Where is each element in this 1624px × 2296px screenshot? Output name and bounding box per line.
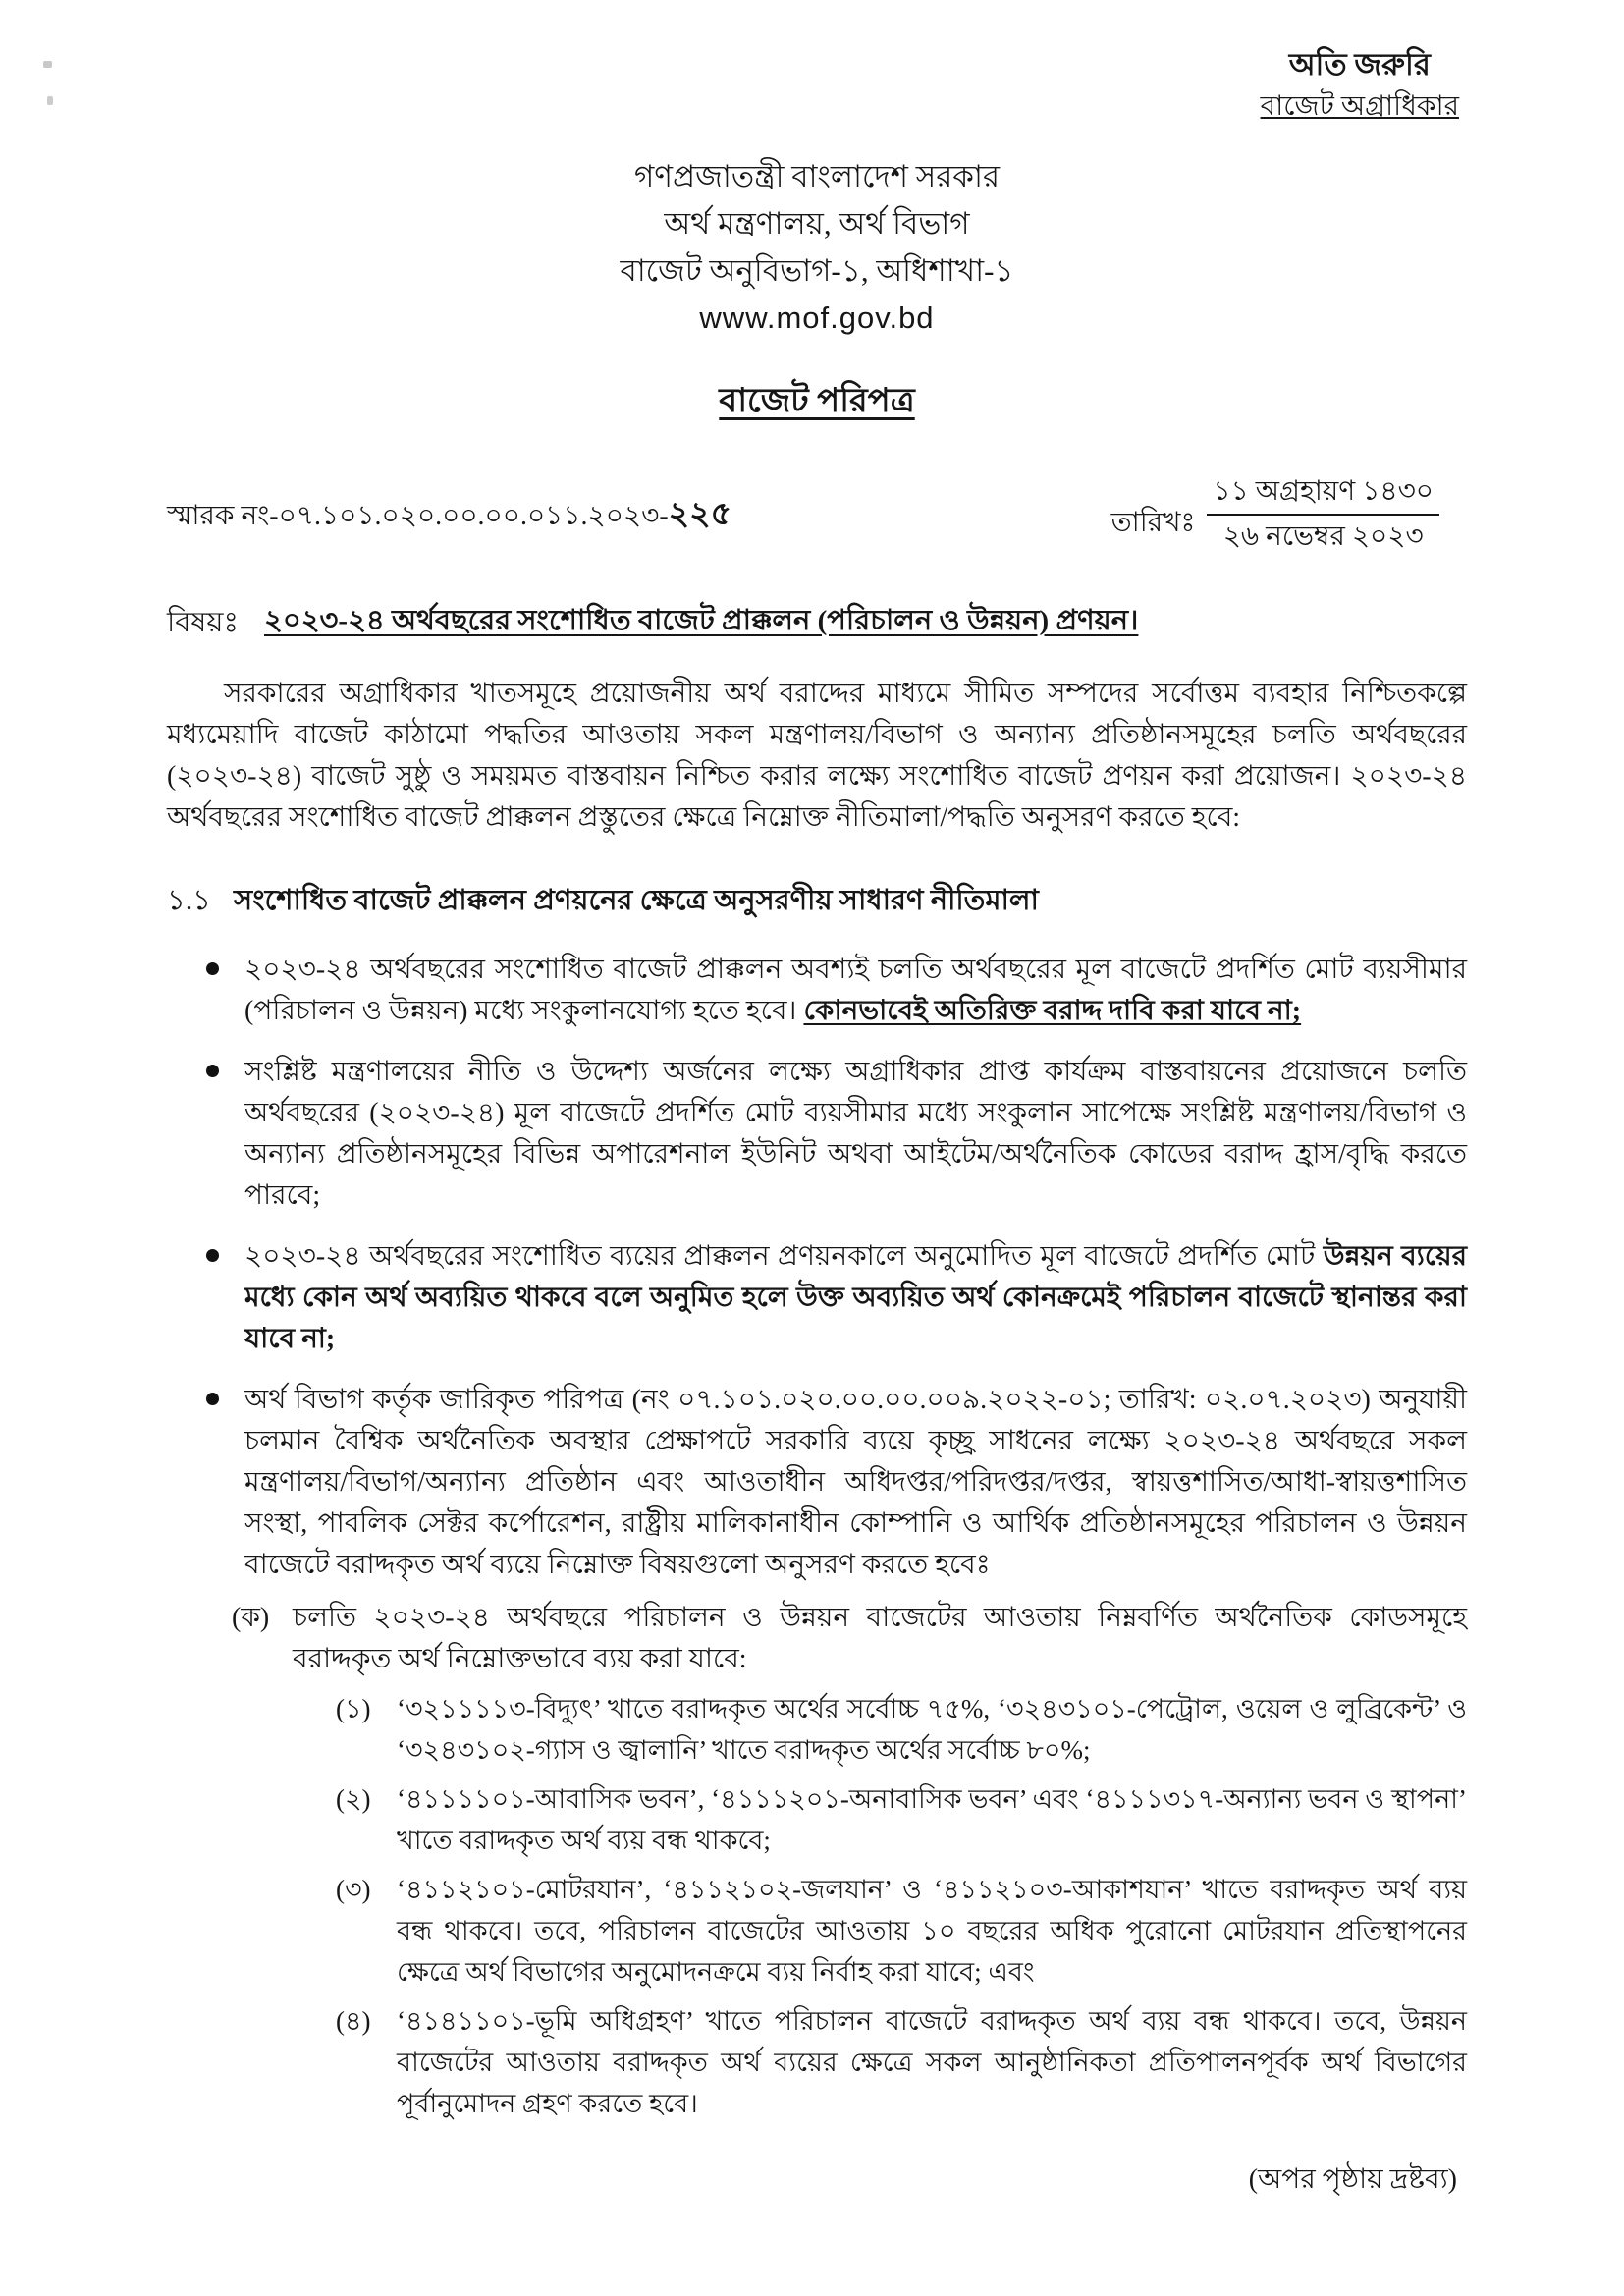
bullet-1-emphasis: কোনভাবেই অতিরিক্ত বরাদ্দ দাবি করা যাবে না; (803, 996, 1302, 1026)
urgency-block (1261, 43, 1459, 128)
list-item (336, 1869, 1467, 1993)
item-1-text: ‘৩২১১১১৩-বিদ্যুৎ’ খাতে বরাদ্দকৃত অর্থের সর্বোচ্চ ৭৫%, ‘৩২৪৩১০১-পেট্রোল, ওয়েল ও লুব্রিকেন্ট’ ও ‘৩২৪৩১০২-গ্যাস ও জ্বালানি’ খাতে বরাদ্দকৃত অর্থের সর্বোচ্চ ৮০%; (397, 1694, 1467, 1765)
sub-clause-block (232, 1598, 1467, 2124)
item-3-text: ‘৪১১২১০১-মোটরযান’, ‘৪১১২১০২-জলযান’ ও ‘৪১১২১০৩-আকাশযান’ খাতে বরাদ্দকৃত অর্থ ব্যয় বন্ধ থাকবে। তবে, পরিচালন বাজেটের আওতায় ১০ বছরের অধিক পুরোনো মোটরযান প্রতিস্থাপনের ক্ষেত্রে অর্থ বিভাগের অনুমোদনক্রমে ব্যয় নির্বাহ করা যাবে; এবং (397, 1875, 1467, 1987)
list-item (336, 1688, 1467, 1771)
memo-row (167, 472, 1467, 557)
bullet-icon (206, 1065, 219, 1077)
bullet-icon (206, 1393, 219, 1405)
date-label: তারিখঃ (1110, 507, 1196, 538)
clause-ka-text: চলতি ২০২৩-২৪ অর্থবছরে পরিচালন ও উন্নয়ন বাজেটের আওতায় নিম্নবর্ণিত অর্থনৈতিক কোডসমূহে বরাদ্দকৃত অর্থ নিম্নোক্তভাবে ব্যয় করা যাবে: (293, 1603, 1467, 1674)
section-1-1-heading (167, 878, 1467, 926)
bullet-icon (206, 1249, 219, 1262)
policy-bullet-list (167, 950, 1467, 1586)
scan-speckle (47, 96, 53, 105)
bullet-3-plain: ২০২৩-২৪ অর্থবছরের সংশোধিত ব্যয়ের প্রাক্কলন প্রণয়নকালে অনুমোদিত মূল বাজেটে প্রদর্শিত মোট (244, 1241, 1324, 1272)
date-block (1111, 472, 1439, 557)
item-3-label: (৩) (336, 1875, 371, 1904)
list-item (336, 2000, 1467, 2124)
website-url: www.mof.gov.bd (699, 301, 935, 335)
intro-paragraph: সরকারের অগ্রাধিকার খাতসমূহে প্রয়োজনীয় অর্থ বরাদ্দের মাধ্যমে সীমিত সম্পদের সর্বোত্তম ব্যবহার নিশ্চিতকল্পে মধ্যমেয়াদি বাজেট কাঠামো পদ্ধতির আওতায় সকল মন্ত্রণালয়/বিভাগ ও অন্যান্য প্রতিষ্ঠানসমূহের চলতি অর্থবছরের (২০২৩-২৪) বাজেট সুষ্ঠু ও সময়মত বাস্তবায়ন নিশ্চিত করার লক্ষ্যে সংশোধিত বাজেট প্রণয়ন করা প্রয়োজন। ২০২৩-২৪ অর্থবছরের সংশোধিত বাজেট প্রাক্কলন প্রস্তুতের ক্ষেত্রে নিম্নোক্ত নীতিমালা/পদ্ধতি অনুসরণ করতে হবে: (167, 679, 1467, 833)
list-item (206, 1236, 1467, 1360)
date-values (1207, 472, 1439, 557)
list-item (232, 1598, 1467, 1680)
subject-text: ২০২৩-২৪ অর্থবছরের সংশোধিত বাজেট প্রাক্কলন (পরিচালন ও উন্নয়ন) প্রণয়ন। (263, 605, 1139, 636)
government-name: গণপ্রজাতন্ত্রী বাংলাদেশ সরকার (633, 159, 1001, 193)
continuation-note: (অপর পৃষ্ঠায় দ্রষ্টব্য) (1248, 2164, 1457, 2195)
document-title: বাজেট পরিপত্র (719, 383, 915, 419)
bullet-3-emphasis: উন্নয়ন ব্যয়ের মধ্যে কোন অর্থ অব্যয়িত থাকবে বলে অনুমিত হলে উক্ত অব্যয়িত অর্থ কোনক্রমেই পরিচালন বাজেটে স্থানান্তর করা যাবে না; (244, 1241, 1467, 1354)
item-4-label: (৪) (336, 2006, 371, 2036)
clause-ka-label: (ক) (232, 1603, 270, 1633)
item-4-text: ‘৪১৪১১০১-ভূমি অধিগ্রহণ’ খাতে পরিচালন বাজেটে বরাদ্দকৃত অর্থ ব্যয় বন্ধ থাকবে। তবে, উন্নয়ন বাজেটের আওতায় বরাদ্দকৃত অর্থ ব্যয়ের ক্ষেত্রে সকল আনুষ্ঠানিকতা প্রতিপালনপূর্বক অর্থ বিভাগের পূর্বানুমোদন গ্রহণ করতে হবে। (397, 2006, 1467, 2118)
bullet-3-text (244, 1236, 1467, 1360)
memo-number-line (167, 472, 731, 543)
memo-number: ২২৫ (668, 497, 731, 532)
bangla-calendar-date: ১১ অগ্রহায়ণ ১৪৩০ (1207, 472, 1439, 516)
bullet-1-plain: ২০২৩-২৪ অর্থবছরের সংশোধিত বাজেট প্রাক্কলন অবশ্যই চলতি অর্থবছরের মূল বাজেটে প্রদর্শিত মোট ব্যয়সীমার (পরিচালন ও উন্নয়ন) মধ্যে সংকুলানযোগ্য হতে হবে। (244, 955, 1467, 1026)
list-item (206, 950, 1467, 1032)
numbered-list (336, 1688, 1467, 2124)
subject-label: বিষয়ঃ (167, 607, 239, 638)
bullet-1-text (244, 950, 1467, 1032)
section-number: ১.১ (167, 885, 211, 916)
gregorian-date: ২৬ নভেম্বর ২০২৩ (1222, 521, 1424, 552)
bullet-icon (206, 962, 219, 975)
list-item (206, 1380, 1467, 1586)
bullet-2-plain: সংশ্লিষ্ট মন্ত্রণালয়ের নীতি ও উদ্দেশ্য অর্জনের লক্ষ্যে অগ্রাধিকার প্রাপ্ত কার্যক্রম বাস্তবায়নের প্রয়োজনে চলতি অর্থবছরের (২০২৩-২৪) মূল বাজেটে প্রদর্শিত মোট ব্যয়সীমার মধ্যে সংকুলান সাপেক্ষে সংশ্লিষ্ট মন্ত্রণালয়/বিভাগ ও অন্যান্য প্রতিষ্ঠানসমূহের বিভিন্ন অপারেশনাল ইউনিট অথবা আইটেম/অর্থনৈতিক কোডের বরাদ্দ হ্রাস/বৃদ্ধি করতে পারবে; (244, 1057, 1467, 1211)
item-2-text: ‘৪১১১১০১-আবাসিক ভবন’, ‘৪১১১২০১-অনাবাসিক ভবন’ এবং ‘৪১১১৩১৭-অন্যান্য ভবন ও স্থাপনা’ খাতে বরাদ্দকৃত অর্থ ব্যয় বন্ধ থাকবে; (397, 1784, 1467, 1855)
subject-line (167, 600, 1467, 648)
list-item (206, 1052, 1467, 1217)
section-heading-text: সংশোধিত বাজেট প্রাক্কলন প্রণয়নের ক্ষেত্রে অনুসরণীয় সাধারণ নীতিমালা (234, 885, 1039, 916)
memo-label: স্মারক নং-০৭.১০১.০২০.০০.০০.০১১.২০২৩- (167, 501, 669, 531)
bullet-4-plain: অর্থ বিভাগ কর্তৃক জারিকৃত পরিপত্র (নং ০৭.১০১.০২০.০০.০০.০০৯.২০২২-০১; তারিখ: ০২.০৭.২০২৩) অনুযায়ী চলমান বৈশ্বিক অর্থনৈতিক অবস্থার প্রেক্ষাপটে সরকারি ব্যয়ে কৃচ্ছ্র সাধনের লক্ষ্যে ২০২৩-২৪ অর্থবছরে সকল মন্ত্রণালয়/বিভাগ/অন্যান্য প্রতিষ্ঠান এবং আওতাধীন অধিদপ্তর/পরিদপ্তর/দপ্তর, স্বায়ত্তশাসিত/আধা-স্বায়ত্তশাসিত সংস্থা, পাবলিক সেক্টর কর্পোরেশন, রাষ্ট্রীয় মালিকানাধীন কোম্পানি ও আর্থিক প্রতিষ্ঠানসমূহের পরিচালন ও উন্নয়ন বাজেটে বরাদ্দকৃত অর্থ ব্যয়ে নিম্নোক্ত বিষয়গুলো অনুসরণ করতে হবেঃ (244, 1385, 1467, 1580)
letterhead (167, 153, 1467, 342)
urgency-label: অতি জরুরি (1288, 47, 1431, 82)
division-branch: বাজেট অনুবিভাগ-১, অধিশাখা-১ (620, 253, 1014, 288)
budget-priority-label: বাজেট অগ্রাধিকার (1260, 90, 1459, 122)
bullet-4-text (244, 1380, 1467, 1586)
ministry-name: অর্থ মন্ত্রণালয়, অর্থ বিভাগ (664, 206, 970, 241)
item-2-label: (২) (336, 1784, 371, 1814)
scan-speckle (43, 61, 52, 68)
bullet-2-text (244, 1052, 1467, 1217)
list-item (336, 1778, 1467, 1861)
item-1-label: (১) (336, 1694, 371, 1723)
